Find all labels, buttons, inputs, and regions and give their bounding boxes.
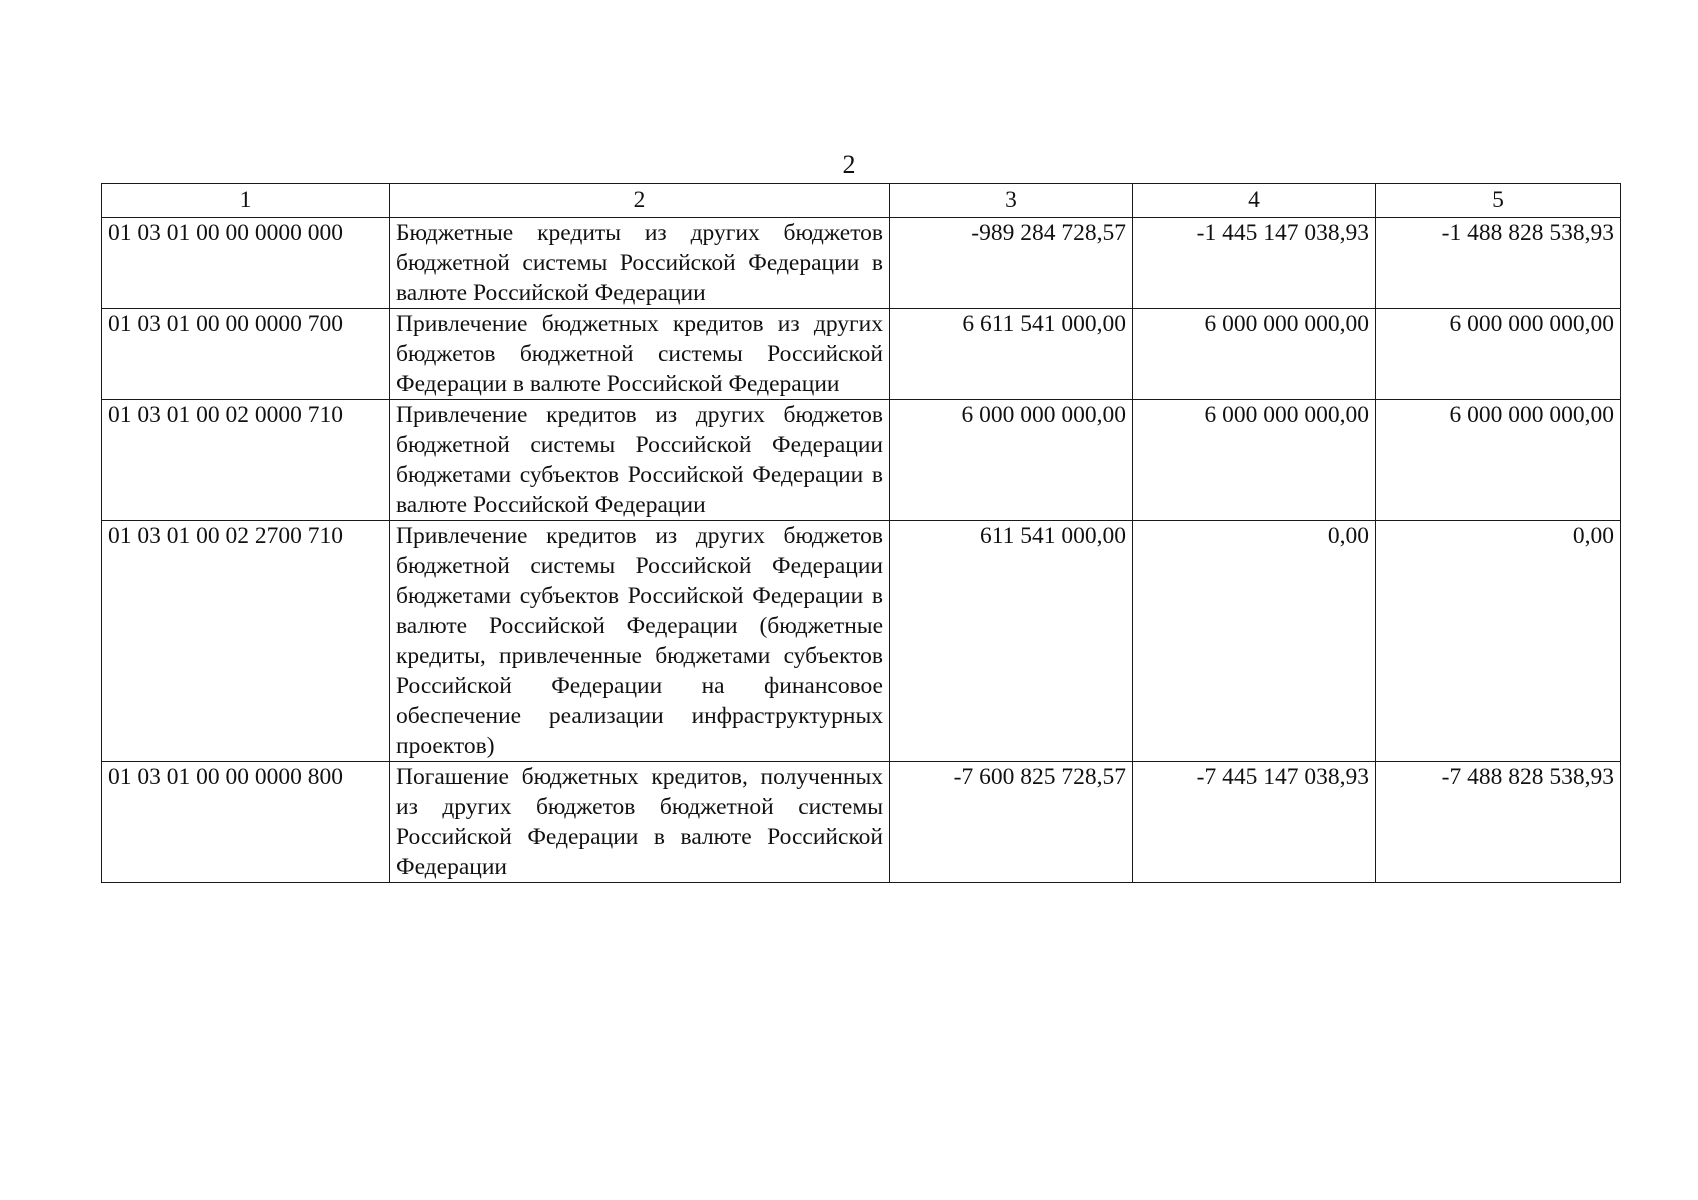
table-row <box>102 400 1621 521</box>
item-name: Привлечение кредитов из других бюджетов бюджетной системы Российской Федерации бюджетами субъектов Российской Федерации в валюте Российской Федерации <box>390 400 890 521</box>
column-header-2: 2 <box>390 184 890 218</box>
table-header <box>102 184 1621 218</box>
amount-col-3: -989 284 728,57 <box>890 218 1133 309</box>
item-name: Привлечение кредитов из других бюджетов бюджетной системы Российской Федерации бюджетами субъектов Российской Федерации в валюте Российской Федерации (бюджетные кредиты, привлеченные бюджетами субъектов Российской Федерации на финансовое обеспечение реализации инфраструктурных проектов) <box>390 521 890 762</box>
header-row <box>102 184 1621 218</box>
amount-col-5: 0,00 <box>1376 521 1621 762</box>
amount-col-3: 6 000 000 000,00 <box>890 400 1133 521</box>
table-row <box>102 218 1621 309</box>
item-name: Погашение бюджетных кредитов, полученных из других бюджетов бюджетной системы Российской Федерации в валюте Российской Федерации <box>390 762 890 883</box>
amount-col-4: -7 445 147 038,93 <box>1133 762 1376 883</box>
item-name: Привлечение бюджетных кредитов из других бюджетов бюджетной системы Российской Федерации в валюте Российской Федерации <box>390 309 890 400</box>
amount-col-4: -1 445 147 038,93 <box>1133 218 1376 309</box>
column-header-3: 3 <box>890 184 1133 218</box>
amount-col-5: 6 000 000 000,00 <box>1376 309 1621 400</box>
column-header-4: 4 <box>1133 184 1376 218</box>
table-row <box>102 762 1621 883</box>
budget-code: 01 03 01 00 02 2700 710 <box>102 521 390 762</box>
budget-code: 01 03 01 00 00 0000 800 <box>102 762 390 883</box>
amount-col-5: -1 488 828 538,93 <box>1376 218 1621 309</box>
page-number: 2 <box>842 150 856 179</box>
amount-col-3: 6 611 541 000,00 <box>890 309 1133 400</box>
amount-col-5: 6 000 000 000,00 <box>1376 400 1621 521</box>
amount-col-4: 6 000 000 000,00 <box>1133 400 1376 521</box>
budget-sources-table <box>101 183 1621 883</box>
amount-col-4: 6 000 000 000,00 <box>1133 309 1376 400</box>
budget-code: 01 03 01 00 00 0000 700 <box>102 309 390 400</box>
amount-col-3: -7 600 825 728,57 <box>890 762 1133 883</box>
column-header-1: 1 <box>102 184 390 218</box>
budget-code: 01 03 01 00 02 0000 710 <box>102 400 390 521</box>
table-body <box>102 218 1621 883</box>
amount-col-5: -7 488 828 538,93 <box>1376 762 1621 883</box>
table-row <box>102 309 1621 400</box>
item-name: Бюджетные кредиты из других бюджетов бюджетной системы Российской Федерации в валюте Российской Федерации <box>390 218 890 309</box>
column-header-5: 5 <box>1376 184 1621 218</box>
amount-col-4: 0,00 <box>1133 521 1376 762</box>
amount-col-3: 611 541 000,00 <box>890 521 1133 762</box>
budget-code: 01 03 01 00 00 0000 000 <box>102 218 390 309</box>
table-row <box>102 521 1621 762</box>
